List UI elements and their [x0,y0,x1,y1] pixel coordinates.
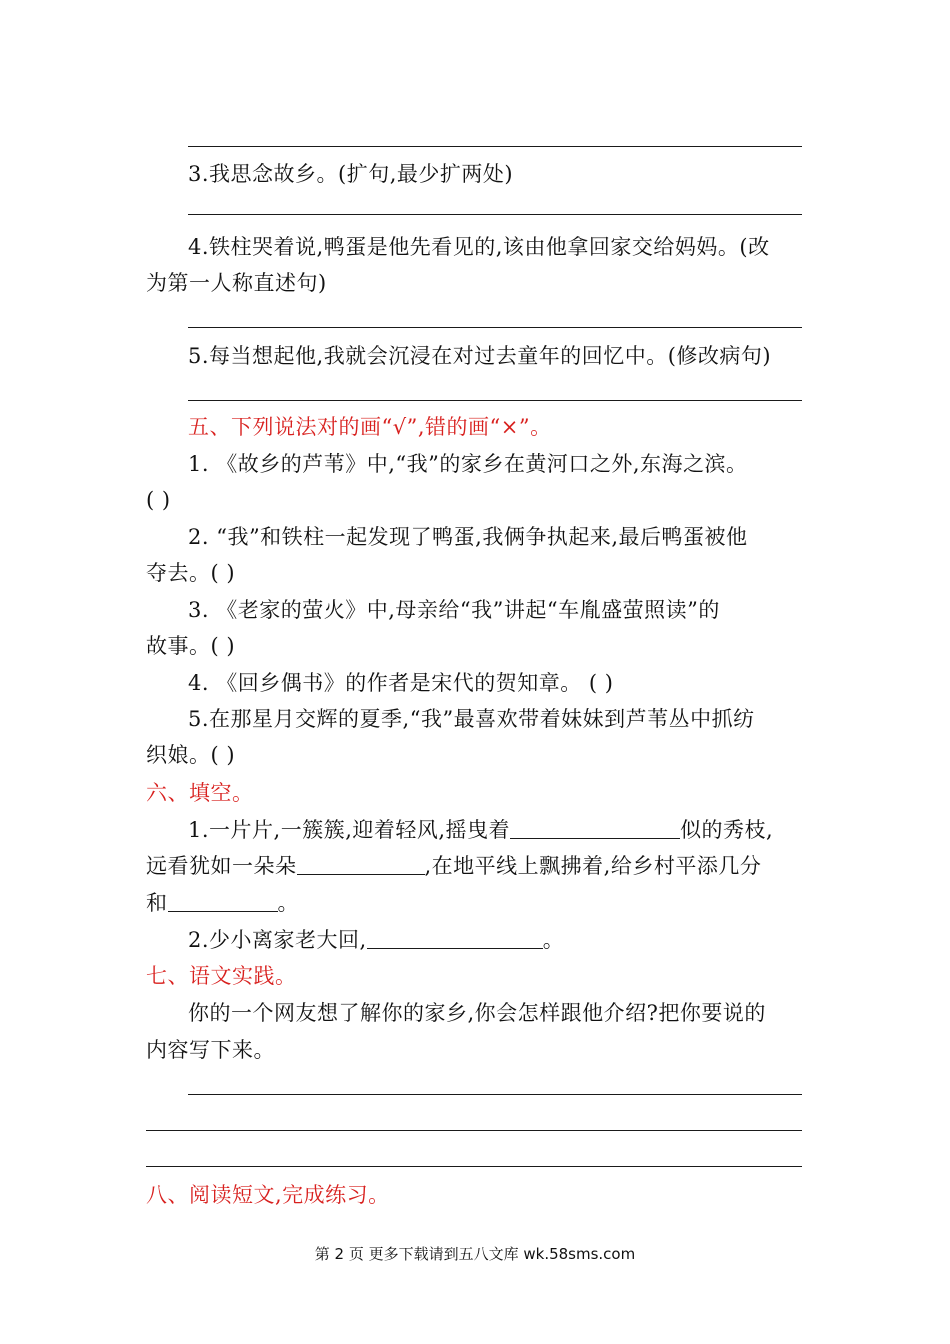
true-false-5-line1: 5.在那星月交辉的夏季,“我”最喜欢带着妹妹到芦苇丛中抓纺 [188,707,755,731]
rewrite-question-5: 5.每当想起他,我就会沉浸在对过去童年的回忆中。(修改病句) [188,344,772,368]
answer-line [146,1130,802,1131]
fill-blank-1-line3 [146,890,806,916]
fill-blank-1-line1 [188,817,806,843]
answer-line [188,400,802,401]
fill-blank-2-text-a: 2.少小离家老大回, [188,928,367,952]
fill-blank-1-text-c: 远看犹如一朵朵 [146,854,297,878]
fill-blank-1-text-a: 1.一片片,一簇簇,迎着轻风,摇曳着 [188,818,511,842]
fill-blank-1-text-b: 似的秀枝, [680,818,774,842]
fill-blank-2 [188,927,806,953]
section-7-heading: 七、语文实践。 [146,964,297,988]
rewrite-question-4-line1: 4.铁柱哭着说,鸭蛋是他先看见的,该由他拿回家交给妈妈。(改 [188,235,770,259]
answer-line [188,327,802,328]
fill-blank-2-text-b: 。 [542,928,565,952]
answer-line [188,146,802,147]
fill-blank-input[interactable] [367,928,543,949]
true-false-2-line2[interactable]: 夺去。( ) [146,561,236,585]
true-false-1-answer[interactable]: ( ) [146,488,171,512]
answer-line [188,1094,802,1095]
fill-blank-input[interactable] [510,818,680,839]
true-false-1-line1: 1. 《故乡的芦苇》中,“我”的家乡在黄河口之外,东海之滨。 [188,452,748,476]
fill-blank-1-text-e: 和 [146,891,168,915]
rewrite-question-3: 3.我思念故乡。(扩句,最少扩两处) [188,162,514,186]
section-8-heading: 八、阅读短文,完成练习。 [146,1183,390,1207]
fill-blank-input[interactable] [297,854,425,875]
fill-blank-input[interactable] [168,891,278,912]
true-false-4[interactable]: 4. 《回乡偶书》的作者是宋代的贺知章。 ( ) [188,671,614,695]
true-false-3-line1: 3. 《老家的萤火》中,母亲给“我”讲起“车胤盛萤照读”的 [188,598,720,622]
answer-line [146,1166,802,1167]
practice-prompt-line2: 内容写下来。 [146,1038,275,1062]
page-footer: 第 2 页 更多下载请到五八文库 wk.58sms.com [314,1245,636,1263]
fill-blank-1-text-d: ,在地平线上飘拂着,给乡村平添几分 [424,854,762,878]
true-false-2-line1: 2. “我”和铁柱一起发现了鸭蛋,我俩争执起来,最后鸭蛋被他 [188,525,748,549]
fill-blank-1-line2 [146,853,806,879]
section-6-heading: 六、填空。 [146,781,254,805]
fill-blank-1-text-f: 。 [277,891,299,915]
rewrite-question-4-line2: 为第一人称直述句) [146,271,327,295]
practice-prompt-line1: 你的一个网友想了解你的家乡,你会怎样跟他介绍?把你要说的 [188,1001,766,1025]
true-false-3-line2[interactable]: 故事。( ) [146,634,236,658]
true-false-5-line2[interactable]: 织娘。( ) [146,743,236,767]
answer-line [188,214,802,215]
section-5-heading: 五、下列说法对的画“√”,错的画“×”。 [188,415,552,439]
